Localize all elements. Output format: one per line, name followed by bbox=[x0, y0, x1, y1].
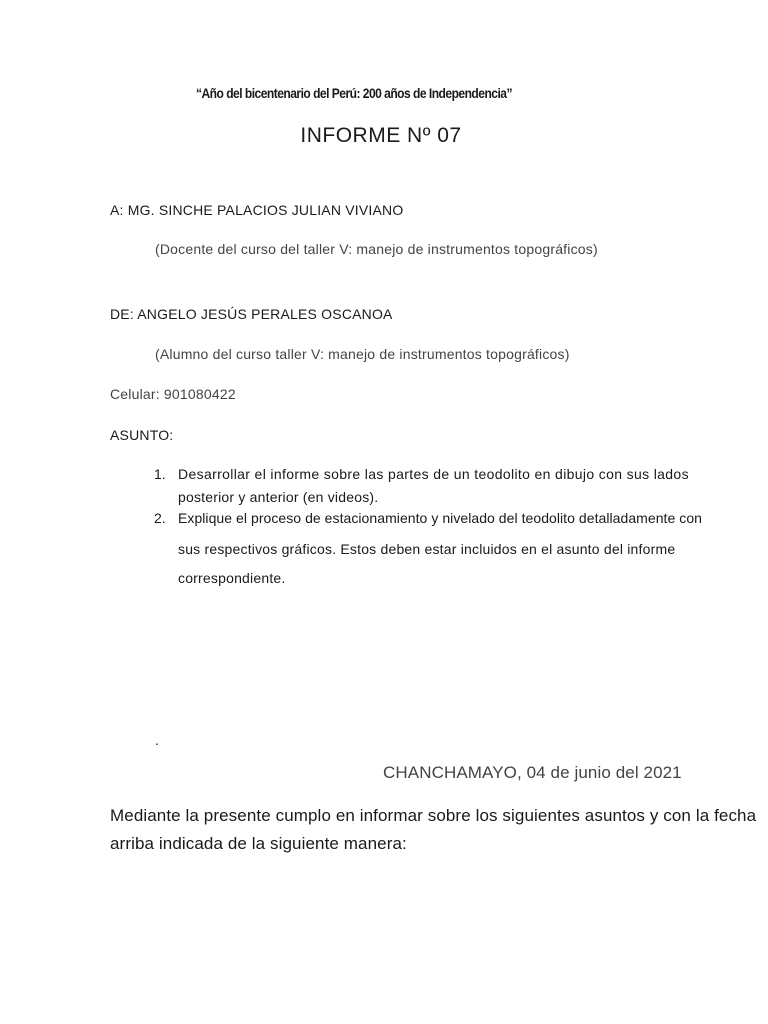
stray-dot: . bbox=[155, 732, 160, 748]
addressee-line: A: MG. SINCHE PALACIOS JULIAN VIVIANO bbox=[110, 202, 404, 218]
subject-label: ASUNTO: bbox=[110, 427, 174, 443]
phone-line: Celular: 901080422 bbox=[110, 386, 236, 402]
sender-line: DE: ANGELO JESÚS PERALES OSCANOA bbox=[110, 306, 393, 322]
body-line: arriba indicada de la siguiente manera: bbox=[110, 834, 407, 853]
list-item-line: sus respectivos gráficos. Estos deben estar incluidos en el asunto del informe bbox=[178, 541, 676, 557]
body-line: Mediante la presente cumplo en informar sobre los siguientes asuntos y con la fecha bbox=[110, 806, 757, 825]
place-date: CHANCHAMAYO, 04 de junio del 2021 bbox=[383, 763, 682, 782]
sender-role: (Alumno del curso taller V: manejo de instrumentos topográficos) bbox=[155, 346, 570, 362]
addressee-role: (Docente del curso del taller V: manejo de instrumentos topográficos) bbox=[155, 241, 598, 257]
list-item-line: correspondiente. bbox=[178, 570, 286, 586]
list-item-line: Desarrollar el informe sobre las partes de un teodolito en dibujo con sus lados bbox=[178, 466, 689, 482]
list-item-line: posterior y anterior (en videos). bbox=[178, 489, 379, 505]
year-motto: “Año del bicentenario del Perú: 200 años de Independencia” bbox=[196, 85, 512, 101]
list-item-number: 2. bbox=[154, 510, 166, 526]
report-title: INFORME Nº 07 bbox=[300, 124, 462, 147]
list-item-number: 1. bbox=[154, 466, 166, 482]
list-item-line: Explique el proceso de estacionamiento y nivelado del teodolito detalladamente con bbox=[178, 510, 702, 526]
